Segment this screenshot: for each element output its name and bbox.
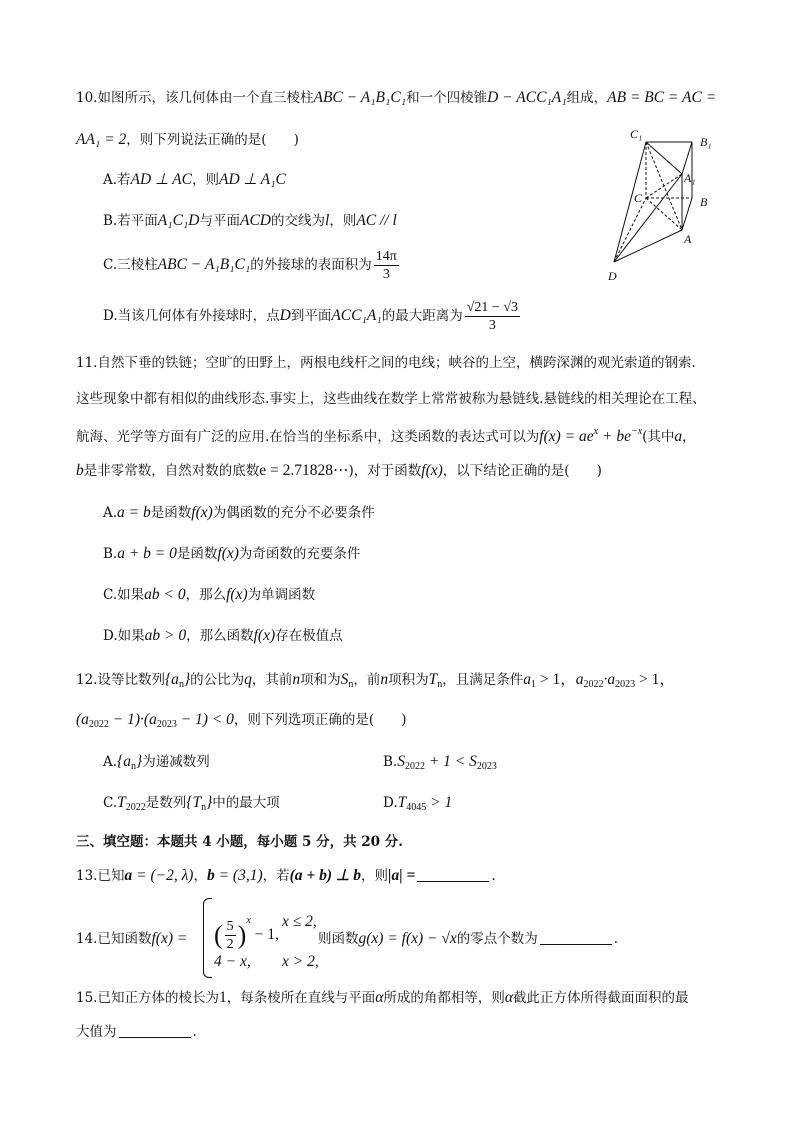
text: 10.如图所示，该几何体由一个直三棱柱 — [76, 90, 314, 106]
q10-geometry-figure — [600, 122, 730, 290]
numerator: 5 — [226, 919, 234, 934]
superscript: x — [593, 426, 599, 437]
label-b: B — [700, 195, 708, 209]
text: . — [491, 868, 496, 884]
math: T — [428, 671, 438, 688]
q11-option-d — [103, 626, 343, 646]
edge-c1-a-hidden — [646, 142, 682, 230]
math: ABC − A₁B₁C₁ — [313, 89, 407, 106]
q11-option-c — [103, 585, 315, 605]
text: A. — [103, 754, 118, 770]
text: A. — [103, 505, 118, 521]
math: T — [117, 794, 126, 811]
text: 航海、光学等方面有广泛的应用.在恰当的坐标系中，这类函数的表达式可以为 — [76, 429, 540, 445]
q10-stem-line1 — [76, 88, 716, 108]
math: l — [325, 212, 330, 229]
text: 13.已知 — [76, 868, 125, 884]
text: ，且满足条件 — [442, 672, 524, 688]
text: )，对于函数 — [348, 463, 422, 479]
math: ·a — [603, 671, 616, 688]
answer-blank[interactable] — [119, 1023, 191, 1038]
subscript: 2023 — [156, 719, 177, 730]
label-c: C — [634, 191, 643, 205]
q11-option-b — [103, 544, 360, 564]
q14-case2-condition: x > 2, — [282, 953, 319, 970]
math: AB = BC = AC = — [607, 89, 717, 106]
math: AD ⊥ AC — [130, 171, 192, 188]
text: . — [192, 1024, 197, 1040]
text: ，若 — [262, 868, 290, 884]
math: S — [397, 753, 405, 770]
math: AC // l — [356, 212, 397, 229]
text: ，则 — [329, 213, 357, 229]
subscript: 4045 — [406, 802, 427, 813]
math: α — [375, 989, 384, 1006]
text: C.三棱柱 — [103, 257, 158, 273]
edge-c1-a1 — [646, 142, 682, 174]
answer-blank[interactable] — [417, 867, 489, 882]
text: ，每条棱所在直线与平面 — [226, 990, 376, 1006]
text: ，则 — [192, 172, 219, 188]
q11-option-a — [103, 503, 375, 523]
subscript: n — [131, 761, 136, 772]
q10-option-c — [103, 246, 401, 284]
math: > 1， — [635, 671, 675, 688]
q15-line1 — [76, 988, 689, 1008]
text: ，则 — [361, 868, 389, 884]
q12-option-a — [103, 752, 210, 777]
edge-d-a1 — [614, 174, 682, 262]
text: 项积为 — [388, 672, 429, 688]
text: 的最大距离为 — [381, 308, 463, 324]
subscript: 2022 — [88, 719, 109, 730]
text: 组成， — [566, 90, 608, 106]
q14-suffix — [318, 929, 618, 949]
subscript: n — [348, 679, 354, 690]
text: ，那么 — [185, 587, 227, 603]
math: − 1) < 0 — [176, 711, 234, 728]
math: T — [397, 794, 407, 811]
label-c1: C₁ — [630, 127, 643, 141]
numerator: √21 − √3 — [466, 300, 518, 315]
q10-option-a — [103, 170, 286, 190]
math: ab > 0 — [144, 627, 187, 644]
text: 项和为 — [300, 672, 341, 688]
q10-stem-line2 — [76, 130, 299, 150]
math: a = b — [117, 504, 151, 521]
text: 是函数 — [176, 546, 218, 562]
math: S — [340, 671, 349, 688]
math: f(x) = ae — [539, 428, 594, 445]
q12-line2 — [76, 710, 406, 735]
q14-case2: 4 − x, — [214, 953, 251, 970]
math: ABC − A₁B₁C₁ — [157, 256, 251, 273]
text: 15.已知正方体的棱长为 — [76, 990, 219, 1006]
math: q — [244, 671, 252, 688]
math: b — [76, 462, 84, 479]
text: 中的最大项 — [212, 795, 280, 811]
math: f(x) = — [151, 930, 188, 947]
q11-line4 — [76, 461, 602, 481]
math: ACD — [240, 212, 271, 229]
denominator: 2 — [226, 937, 234, 952]
q11-line2 — [76, 389, 706, 409]
text: D. — [383, 795, 398, 811]
math: + 1 < S — [424, 753, 477, 770]
text: D.当该几何体有外接球时，点 — [103, 308, 280, 324]
math: − 1, — [250, 926, 279, 943]
text: 和一个四棱锥 — [406, 90, 488, 106]
section-heading: 三、填空题：本题共 4 小题，每小题 5 分，共 20 分. — [76, 834, 403, 850]
subscript: 2022 — [404, 761, 425, 772]
text: (其中 — [642, 429, 675, 445]
answer-blank[interactable] — [540, 930, 612, 945]
subscript: 2022 — [125, 802, 146, 813]
text: ， — [193, 868, 207, 884]
subscript: n — [201, 802, 207, 813]
math: {a — [164, 671, 179, 688]
label-b1: B₁ — [700, 135, 712, 149]
math: AD ⊥ A₁C — [219, 171, 286, 188]
text: 大值为 — [76, 1024, 117, 1040]
math: {a — [117, 753, 131, 770]
math: AA₁ = 2 — [76, 131, 127, 148]
text: 存在极值点 — [275, 628, 343, 644]
q10-option-b — [103, 211, 397, 231]
math: ACC₁A₁ — [331, 307, 382, 324]
text: 是非零常数，自然对数的底数 — [83, 463, 260, 479]
superscript: x — [246, 915, 251, 926]
text: 到平面 — [290, 308, 332, 324]
math: f(x) — [191, 504, 213, 521]
subscript: 2023 — [476, 761, 497, 772]
math: ab < 0 — [144, 586, 186, 603]
fraction — [225, 918, 236, 953]
text: 所成的角都相等，则 — [383, 990, 505, 1006]
math: n — [292, 671, 301, 688]
paren-open: ( — [214, 920, 223, 950]
label-a: A — [684, 232, 692, 246]
math: |a| = — [388, 867, 416, 884]
q11-line3 — [76, 422, 696, 447]
text: 的零点个数为 — [456, 931, 538, 947]
math: f(x) — [253, 627, 276, 644]
math: (a — [76, 711, 89, 728]
text: ，则下列选项正确的是( ) — [233, 712, 407, 728]
text: 这些现象中都有相似的曲线形态.事实上，这些曲线在数学上常常被称为悬链线.悬链线的相关理论在工程、 — [76, 391, 706, 407]
q12-option-d — [383, 793, 452, 818]
text: 14.已知函数 — [76, 931, 152, 947]
math: a — [674, 428, 683, 445]
math: A₁C₁D — [157, 212, 200, 229]
q12-line1 — [76, 670, 675, 695]
math: = (−2, λ) — [132, 867, 194, 884]
math: (a + b) ⊥ b — [289, 867, 362, 884]
math: a + b = 0 — [117, 545, 177, 562]
subscript: 2023 — [615, 679, 636, 690]
math: f(x) — [226, 586, 248, 603]
text: 11.自然下垂的铁链；空旷的田野上，两根电线杆之间的电线；峡谷的上空，横跨深渊的观光索道的钢索. — [76, 355, 696, 371]
edge-d-a — [614, 230, 682, 262]
q14-prefix — [76, 929, 187, 949]
text: ， — [682, 429, 696, 445]
text: C.如果 — [103, 587, 145, 603]
math: D − ACC₁A₁ — [487, 89, 567, 106]
q14-case1-condition: x ≤ 2, — [282, 913, 317, 930]
math: } — [183, 671, 191, 688]
q13 — [76, 866, 496, 886]
math: } — [206, 794, 213, 811]
text: 的交线为 — [271, 213, 325, 229]
fraction — [374, 248, 399, 283]
text: C. — [103, 795, 118, 811]
text: 的公比为 — [190, 672, 245, 688]
math: − 1)·(a — [108, 711, 157, 728]
subscript: n — [178, 679, 184, 690]
math: f(x) — [421, 462, 443, 479]
fraction — [465, 299, 520, 334]
math: } — [136, 753, 143, 770]
math: + be — [598, 428, 631, 445]
text: D.如果 — [103, 628, 145, 644]
text: 截此正方体所得截面面积的最 — [513, 990, 689, 1006]
text: 为递减数列 — [142, 754, 210, 770]
text: B.若平面 — [103, 213, 158, 229]
q10-option-d — [103, 297, 522, 335]
text: 的外接球的表面积为 — [250, 257, 372, 273]
math: b — [206, 867, 215, 884]
q12-option-c — [103, 793, 280, 818]
math: g(x) = f(x) − √x — [358, 930, 457, 947]
math: > 1， — [536, 671, 576, 688]
subscript: 2022 — [583, 679, 604, 690]
text: ，前 — [353, 672, 381, 688]
text: ，其前 — [251, 672, 293, 688]
math: α — [504, 989, 514, 1006]
math: > 1 — [426, 794, 453, 811]
q14-case1 — [214, 902, 279, 955]
math: 1 — [218, 989, 227, 1006]
math: a — [124, 867, 133, 884]
edge-b1-a1 — [682, 142, 692, 174]
q15-line2 — [76, 1022, 197, 1042]
label-d: D — [608, 269, 617, 283]
text: 为偶函数的充分不必要条件 — [212, 505, 375, 521]
edge-a-b — [682, 198, 692, 230]
text: 则函数 — [318, 931, 359, 947]
q11-line1 — [76, 353, 696, 373]
text: 是函数 — [150, 505, 192, 521]
math: D — [279, 307, 291, 324]
text: 为奇函数的充要条件 — [238, 546, 361, 562]
text: B. — [383, 754, 398, 770]
q12-option-b — [383, 752, 497, 777]
math: a — [575, 671, 584, 688]
subscript: n — [437, 679, 443, 690]
text: ，那么函数 — [186, 628, 254, 644]
denominator: 3 — [382, 267, 390, 282]
denominator: 3 — [488, 318, 496, 333]
numerator: 14π — [375, 249, 397, 264]
math: e = 2.71828⋯ — [259, 462, 349, 479]
text: B. — [103, 546, 118, 562]
text: . — [613, 931, 619, 947]
math: {T — [186, 794, 202, 811]
subscript: 1 — [531, 679, 537, 690]
q14-piecewise-brace — [203, 898, 212, 978]
paren-close: ) — [237, 920, 247, 950]
text: ，以下结论正确的是( ) — [442, 463, 602, 479]
text: 为单调函数 — [247, 587, 316, 603]
math: f(x) — [217, 545, 239, 562]
text: A.若 — [103, 172, 131, 188]
math: a — [523, 671, 532, 688]
edge-d-c-hidden — [614, 198, 646, 262]
text: 是数列 — [145, 795, 187, 811]
superscript: −x — [630, 426, 643, 437]
math: = (3,1) — [214, 867, 263, 884]
math: n — [380, 671, 389, 688]
text: 12.设等比数列 — [76, 672, 165, 688]
text: 与平面 — [199, 213, 240, 229]
text: ，则下列说法正确的是( ) — [126, 132, 299, 148]
label-a1: A₁ — [684, 171, 696, 185]
